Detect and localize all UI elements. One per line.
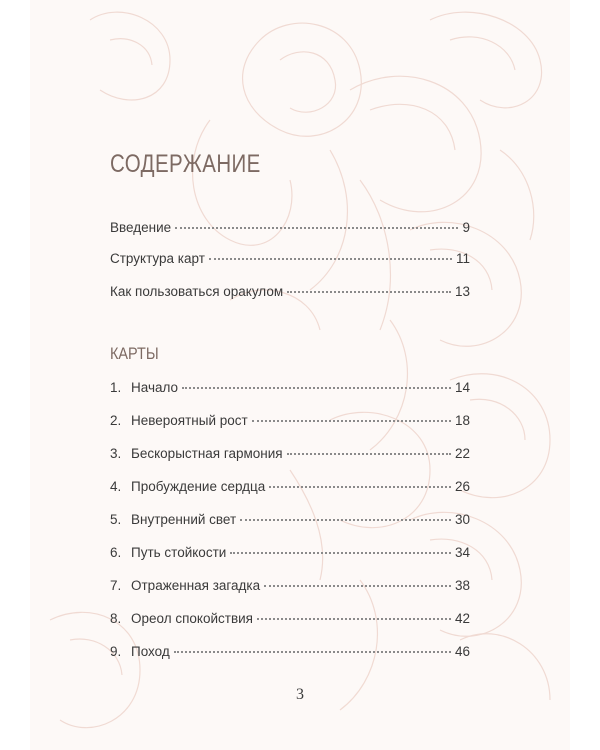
dot-leader — [264, 584, 451, 587]
entry-number: 7. — [110, 578, 122, 593]
page-title: СОДЕРЖАНИЕ — [110, 150, 261, 178]
dot-leader — [209, 257, 452, 260]
toc-entry-how-to-use[interactable] — [110, 284, 470, 306]
dot-leader — [252, 419, 451, 422]
floral-background-illustration — [30, 0, 570, 750]
entry-page-number: 42 — [454, 611, 470, 626]
page-number: 3 — [296, 686, 304, 703]
dot-leader — [174, 650, 451, 653]
section-title-cards: КАРТЫ — [110, 344, 159, 363]
entry-page-number: 46 — [454, 644, 470, 659]
entry-label: Внутренний свет — [131, 512, 237, 527]
entry-number: 8. — [110, 611, 122, 626]
dot-leader — [287, 290, 451, 293]
entry-page-number: 34 — [454, 545, 470, 560]
toc-entry-card-2[interactable] — [110, 413, 470, 435]
toc-entry-card-structure[interactable] — [110, 251, 470, 273]
dot-leader — [240, 518, 451, 521]
entry-page-number: 26 — [454, 479, 470, 494]
dot-leader — [175, 226, 458, 229]
toc-entry-card-6[interactable] — [110, 545, 470, 567]
entry-number: 5. — [110, 512, 122, 527]
entry-number: 4. — [110, 479, 122, 494]
entry-page-number: 14 — [454, 380, 470, 395]
toc-entry-card-3[interactable] — [110, 446, 470, 468]
entry-number: 6. — [110, 545, 122, 560]
entry-label: Структура карт — [110, 251, 205, 266]
entry-page-number: 9 — [462, 220, 470, 235]
entry-label: Невероятный рост — [131, 413, 248, 428]
entry-number: 2. — [110, 413, 122, 428]
book-page — [30, 0, 570, 750]
entry-number: 1. — [110, 380, 122, 395]
entry-number: 9. — [110, 644, 122, 659]
toc-entry-card-4[interactable] — [110, 479, 470, 501]
entry-label: Путь стойкости — [131, 545, 227, 560]
entry-page-number: 38 — [454, 578, 470, 593]
dot-leader — [269, 485, 451, 488]
toc-entry-card-9[interactable] — [110, 644, 470, 666]
entry-page-number: 13 — [454, 284, 470, 299]
entry-page-number: 22 — [454, 446, 470, 461]
toc-entry-card-7[interactable] — [110, 578, 470, 600]
entry-label: Как пользоваться оракулом — [110, 284, 284, 299]
entry-label: Ореол спокойствия — [131, 611, 253, 626]
entry-page-number: 18 — [454, 413, 470, 428]
dot-leader — [182, 386, 451, 389]
entry-label: Отраженная загадка — [131, 578, 261, 593]
entry-label: Начало — [131, 380, 179, 395]
entry-page-number: 11 — [455, 251, 470, 266]
dot-leader — [230, 551, 451, 554]
toc-entry-card-8[interactable] — [110, 611, 470, 633]
dot-leader — [287, 452, 451, 455]
entry-label: Поход — [131, 644, 170, 659]
dot-leader — [257, 617, 451, 620]
toc-entry-card-1[interactable] — [110, 380, 470, 402]
entry-label: Введение — [110, 220, 172, 235]
entry-number: 3. — [110, 446, 122, 461]
entry-page-number: 30 — [454, 512, 470, 527]
entry-label: Бескорыстная гармония — [131, 446, 283, 461]
entry-label: Пробуждение сердца — [131, 479, 266, 494]
toc-entry-introduction[interactable] — [110, 220, 470, 242]
toc-entry-card-5[interactable] — [110, 512, 470, 534]
